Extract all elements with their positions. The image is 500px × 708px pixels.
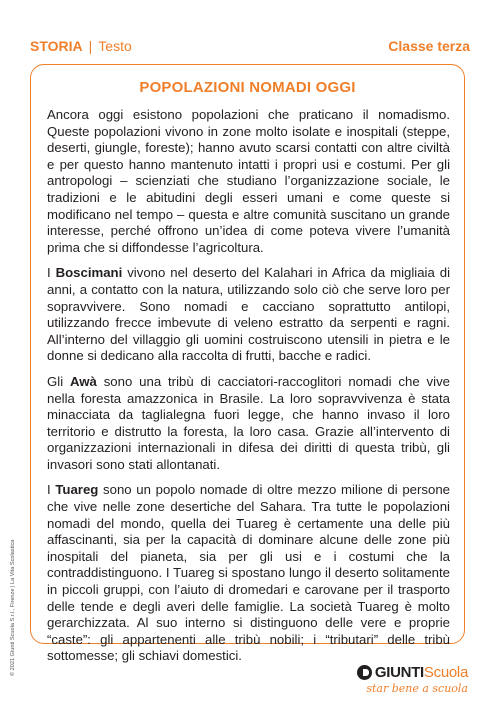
content-card: [30, 64, 465, 664]
paragraph-awa: [47, 374, 450, 474]
header-left: [30, 38, 132, 54]
paragraph-text: sono un popolo nomade di oltre mezzo milione di persone che vive nelle zone desertiche del Sahara. Tra tutte le popolazioni nomadi del mondo, quella dei Tuareg è certamente una delle più affascinanti, sia per la capacità di dominare alcune delle zone più inospitali del pianeta, sia per gli usi e i costumi che la contraddistinguono. I Tuareg si spostano lungo il deserto solitamente in piccoli gruppi, con l’aiuto di dromedari e carovane per il trasporto delle tende e degli averi delle famiglie. La società Tuareg è molto gerarchizzata. Al suo interno si distinguono delle vere e proprie “caste”: gli appartenenti alle tribù nobili; i “tributari” delle tribù sottomesse; gli schiavi domestici.: [47, 482, 451, 664]
document-kind-label: Testo: [98, 38, 132, 54]
paragraph-prefix: Gli: [47, 373, 70, 389]
people-name-awa: Awà: [69, 373, 97, 389]
paragraph-text: vivono nel deserto del Kalahari in Africa da migliaia di anni, a contatto con la natura, utilizzando solo ciò che serve loro per sopravvivere. Sono nomadi e cacciano soprattutto antilopi, utilizzando frecce imbevute di veleno estratto da serpenti e ragni. All’interno del villaggio gli uomini costruiscono utensili in pietra e le donne si dedicano alla raccolta di frutti, bacche e radici.: [47, 265, 450, 364]
logo-brand-b: Scuola: [423, 664, 468, 681]
giunti-logo-icon: [357, 665, 372, 680]
subject-label: STORIA: [30, 38, 83, 54]
page-header: [30, 36, 470, 56]
logo-brand-a: GIUNTI: [374, 664, 424, 681]
logo-wordmark: [357, 664, 468, 681]
header-separator: |: [88, 38, 93, 54]
logo-brand: [375, 664, 468, 681]
paragraph-boscimani: [47, 265, 450, 365]
paragraph-tuareg: [47, 482, 450, 665]
paragraph-text: sono una tribù di cacciatori-raccoglitori nomadi che vive nella foresta amazzonica in Brasile. La loro sopravvivenza è stata minacciata da taglialegna fuori legge, che hanno invaso il loro territorio e distrutto la foresta, la loro casa. Grazie all’intervento di organizzazioni internazionali in difesa dei diritti di questa tribù, gli invasori sono stati allontanati.: [47, 373, 450, 472]
text-body: [47, 107, 450, 674]
paragraph-prefix: I: [47, 265, 56, 281]
grade-label: Classe terza: [388, 38, 470, 54]
people-name-tuareg: Tuareg: [55, 482, 99, 498]
copyright-notice: © 2021 Giunti Scuola S.r.l., Firenze | La Vita Scolastica: [10, 539, 16, 676]
paragraph-prefix: I: [47, 482, 56, 498]
publisher-logo: [357, 664, 468, 695]
logo-tagline: star bene a scuola: [366, 682, 468, 695]
people-name-boscimani: Boscimani: [55, 265, 123, 281]
page-title: POPOLAZIONI NOMADI OGGI: [139, 79, 356, 96]
paragraph-intro: Ancora oggi esistono popolazioni che praticano il nomadismo. Queste popolazioni vivono in zone molto isolate e inospitali (steppe, deserti, giungle, foreste); hanno avuto scarsi contatti con altre civiltà e per questo hanno mantenuto intatti i propri usi e costumi. Per gli antropologi – scienziati che studiano l’organizzazione sociale, le tradizioni e le abitudini degli esseri umani e come queste si modificano nel tempo – questa e altre comunità suscitano un grande interesse, perché offrono un’idea di come poteva vivere l’umanità prima che si diffondesse l’agricoltura.: [47, 107, 450, 255]
